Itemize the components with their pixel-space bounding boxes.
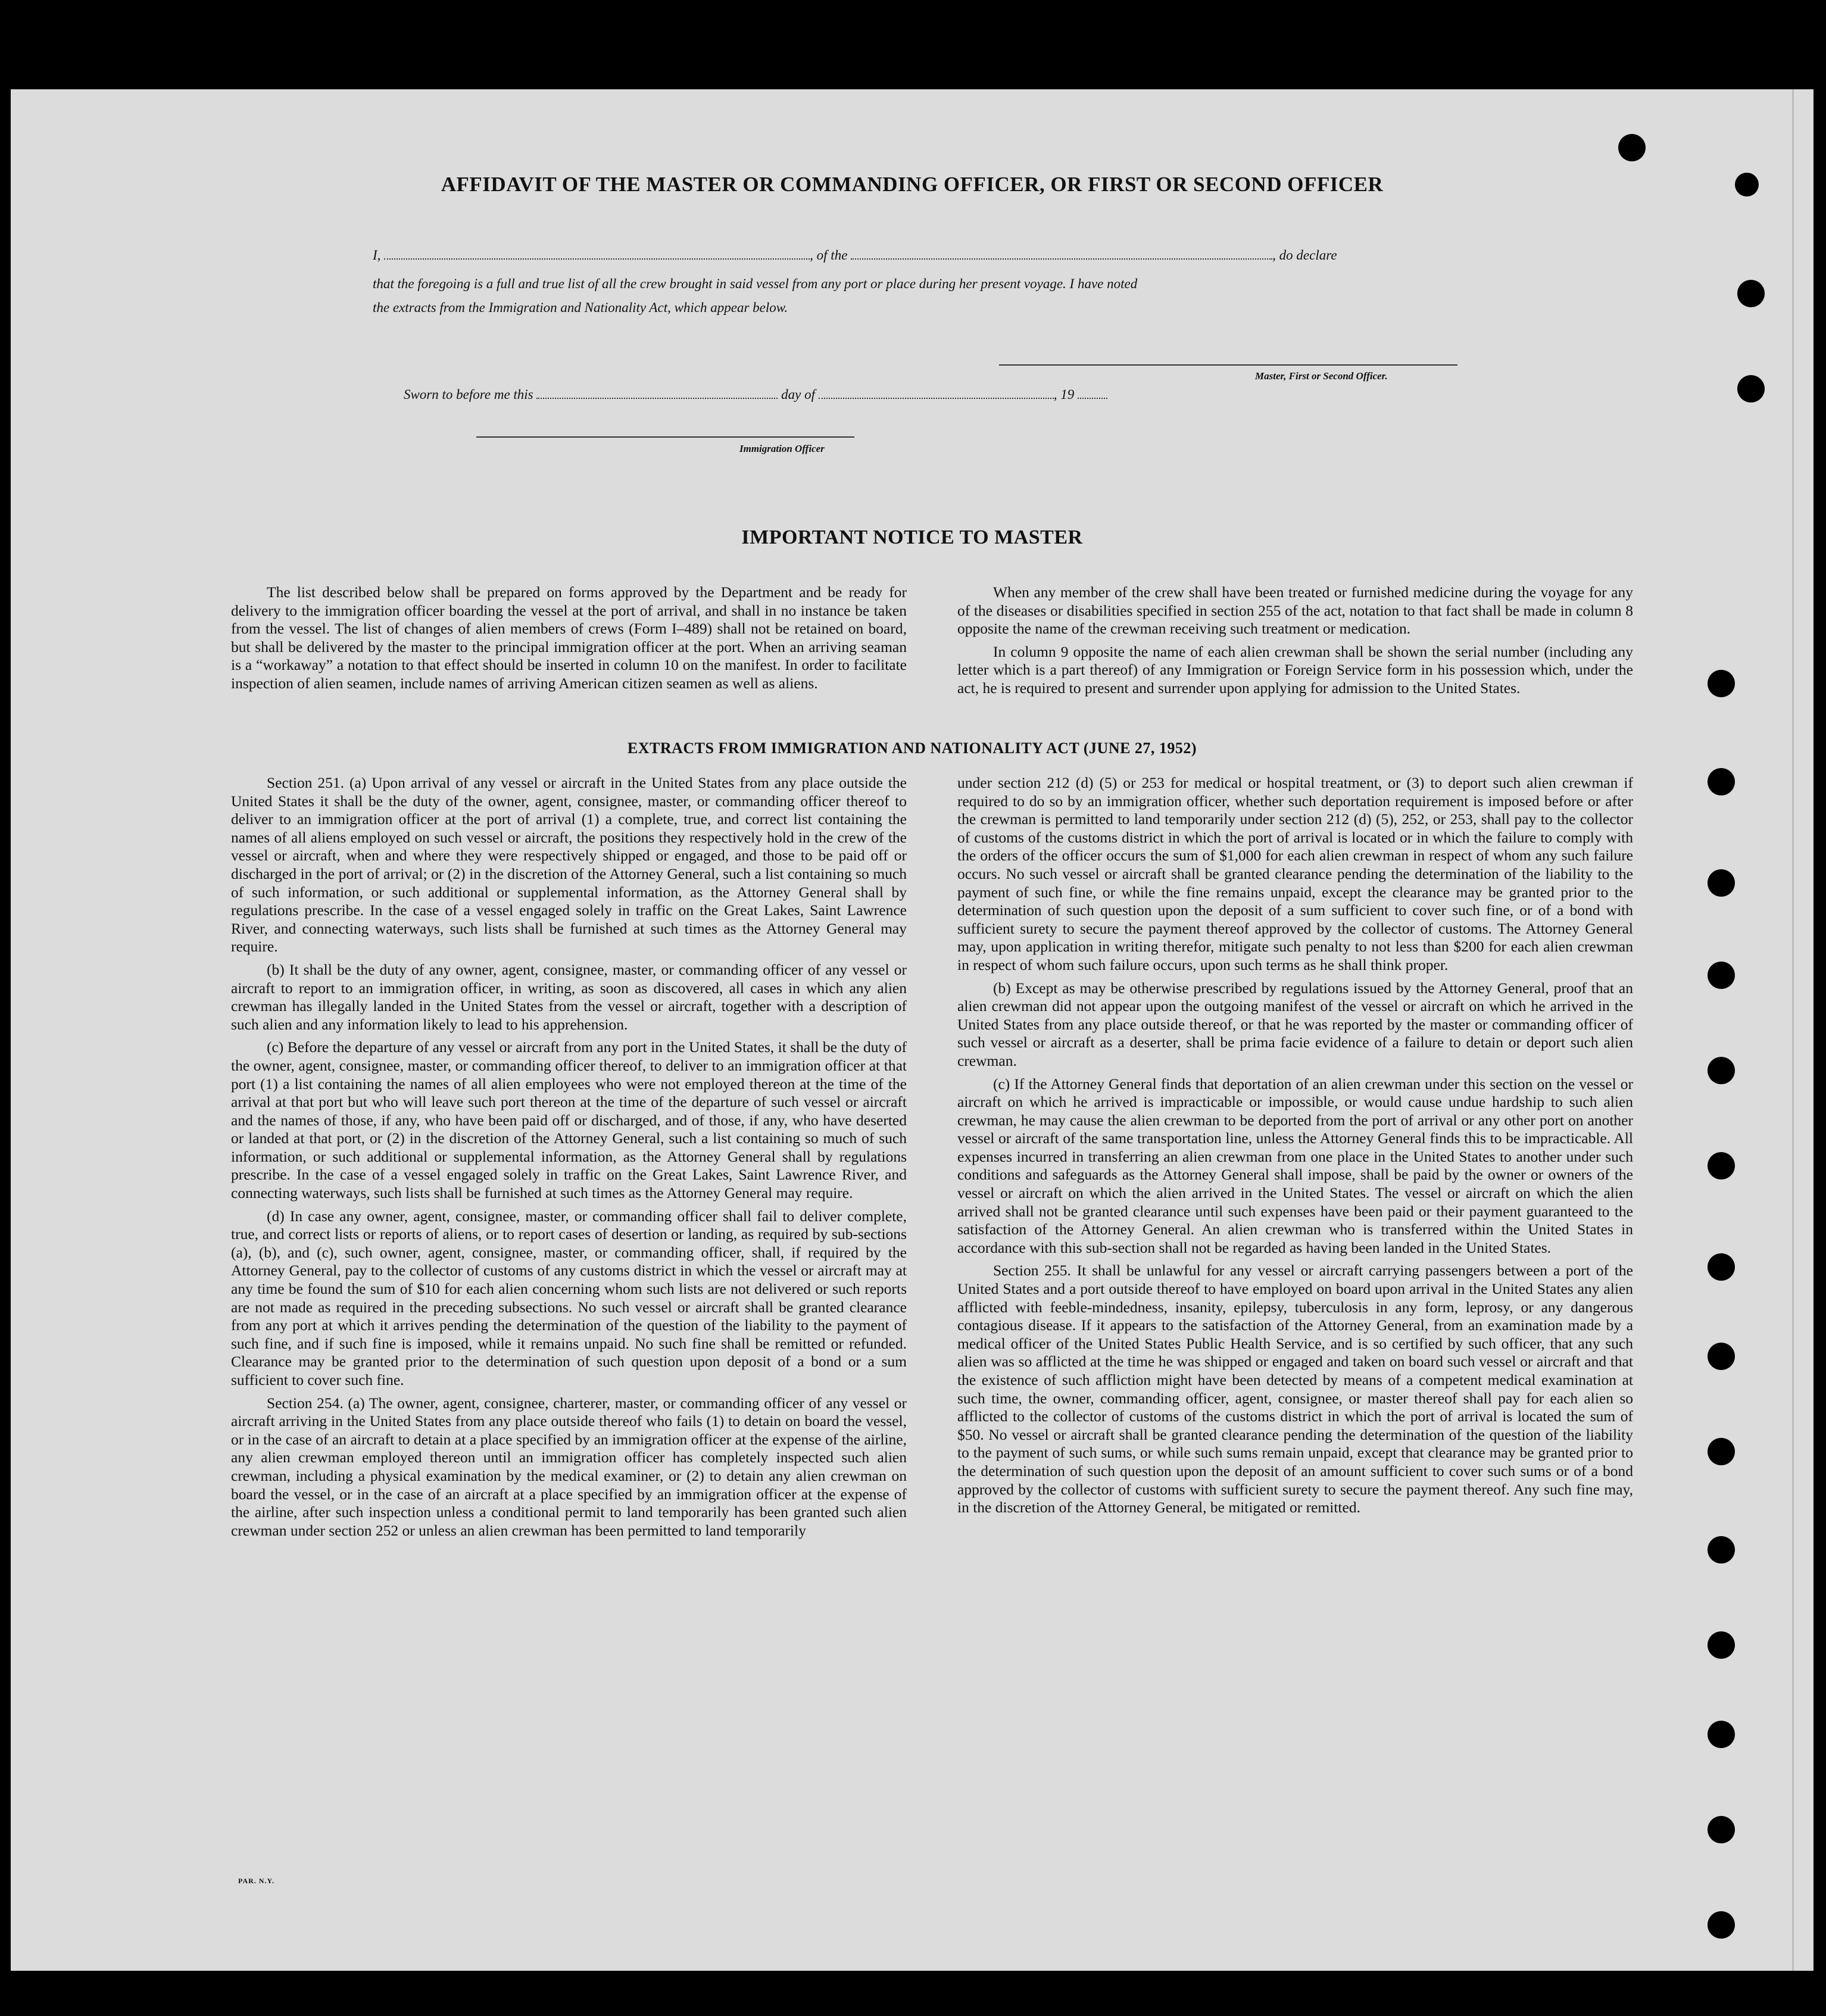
sworn-prefix: Sworn to before me this xyxy=(404,387,533,402)
punch-hole xyxy=(1708,869,1735,897)
notice-title: IMPORTANT NOTICE TO MASTER xyxy=(741,526,1083,548)
extracts-right-column xyxy=(957,774,1633,1522)
punch-hole xyxy=(1708,1343,1735,1370)
punch-hole xyxy=(1708,1631,1735,1659)
notice-right-column xyxy=(957,583,1633,703)
section-254-c: (c) If the Attorney General finds that deportation of an alien crewman under this section on the vessel or aircraft on which he arrived is impracticable or impossible, or would cause undue hardship to such alien crewman, he may cause the alien crewman to be deported from the port of arrival or any other port on another vessel or aircraft of the same transportation line, unless the Attorney General finds this to be impracticable. All expenses incurred in transferring an alien crewman from one place in the United States to another under such conditions and safeguards as the Attorney General shall impose, shall be paid by the owner or owners of the vessel or aircraft on which the alien arrived in the United States. The vessel or aircraft on which the alien arrived shall not be granted clearance until such expenses have been paid or their payment guaranteed to the satisfaction of the Attorney General. An alien crewman who is transferred within the United States in accordance with this sub-section shall not be regarded as having been landed in the United States. xyxy=(957,1075,1633,1256)
sworn-day-of: day of xyxy=(781,387,815,402)
punch-hole xyxy=(1708,1721,1735,1748)
punch-hole xyxy=(1708,962,1735,989)
punch-hole xyxy=(1735,173,1759,196)
punch-hole xyxy=(1708,1253,1735,1281)
punch-hole xyxy=(1737,280,1765,307)
sworn-year: , 19 xyxy=(1053,387,1075,402)
punch-hole xyxy=(1708,768,1735,795)
sworn-line xyxy=(404,387,1107,402)
officer-caption: Immigration Officer xyxy=(739,443,825,454)
punch-hole xyxy=(1708,1816,1735,1843)
section-254-a: Section 254. (a) The owner, agent, consignee, charterer, master, or commanding officer of any vessel or aircraft arriving in the United States from any place outside thereof who fails (1) to detain on board the vessel, or in the case of an aircraft to detain at a place specified by an immigration officer at the expense of the airline, any alien crewman employed thereon until an immigration officer has completely inspected such alien crewman, including a physical examination by the medical examiner, or (2) to detain any alien crewman on board the vessel, or in the case of an aircraft at a place specified by an immigration officer at the expense of the airline, after such inspection unless a conditional permit to land temporarily has been granted such alien crewman under section 252 or unless an alien crewman has been permitted to land temporarily xyxy=(231,1394,907,1539)
section-254-b: (b) Except as may be otherwise prescribed by regulations issued by the Attorney General, proof that an alien crewman did not appear upon the outgoing manifest of the vessel or aircraft on which he arrived in the United States from any place outside thereof, or that he was reported by the master or commanding officer of such vessel or aircraft as a deserter, shall be prima facie evidence of a failure to detain or deport such alien crewman. xyxy=(957,979,1633,1069)
section-251-b: (b) It shall be the duty of any owner, agent, consignee, master, or commanding officer of any vessel or aircraft to report to an immigration officer, in writing, as soon as discovered, all cases in which any alien crewman has illegally landed in the United States from the vessel or aircraft, together with a description of such alien and any information likely to lead to his apprehension. xyxy=(231,960,907,1033)
section-251-a: Section 251. (a) Upon arrival of any vessel or aircraft in the United States from any place outside the United States it shall be the duty of the owner, agent, consignee, master, or commanding officer thereof to deliver to an immigration officer at the port of arrival (1) a complete, true, and correct list containing the names of all aliens employed on such vessel or aircraft, the positions they respectively hold in the crew of the vessel or aircraft, when and where they were respectively shipped or engaged, and those to be paid off or discharged in the port of arrival; or (2) in the discretion of the Attorney General, such a list containing so much of such information, or such additional or supplemental information, as the Attorney General shall by regulations prescribe. In the case of a vessel engaged solely in traffic on the Great Lakes, Saint Lawrence River, and connecting waterways, such lists shall be furnished at such times as the Attorney General may require. xyxy=(231,774,907,956)
sworn-year-blank[interactable] xyxy=(1078,387,1107,399)
notice-right-paragraph-1: When any member of the crew shall have been treated or furnished medicine during the voyage for any of the diseases or disabilities specified in section 255 of the act, notation to that fact shall be made in column 8 opposite the name of the crewman receiving such treatment or medication. xyxy=(957,583,1633,638)
punch-hole xyxy=(1708,1438,1735,1465)
label-i: I, xyxy=(373,248,381,263)
punch-hole xyxy=(1708,1911,1735,1939)
declaration-text-2: the extracts from the Immigration and Nationality Act, which appear below. xyxy=(373,300,788,315)
declaration-blank-line xyxy=(373,248,1337,263)
master-signature-line[interactable] xyxy=(999,364,1457,366)
document-page xyxy=(11,89,1813,1971)
printer-mark: PAR. N.Y. xyxy=(238,1877,275,1885)
punch-hole xyxy=(1708,670,1735,697)
sworn-month-blank[interactable] xyxy=(819,387,1054,399)
officer-signature-line[interactable] xyxy=(476,436,854,438)
section-251-c: (c) Before the departure of any vessel or aircraft from any port in the United States, it shall be the duty of the owner, agent, consignee, master, or commanding officer thereof, to deliver to an immigration officer at that port (1) a list containing the names of all alien employees who were not employed thereon at the time of the arrival at that port but who will leave such port thereon at the time of the departure of such vessel or aircraft and the names of those, if any, who have been paid off or discharged, and of those, if any, who have deserted or landed at that port, or (2) in the discretion of the Attorney General, such a list containing so much of such information, or such additional or supplemental information, as the Attorney General shall by regulations prescribe. In the case of a vessel engaged solely in traffic on the Great Lakes, Saint Lawrence River, and connecting waterways, such lists shall be furnished at such times as the Attorney General may require. xyxy=(231,1038,907,1202)
notice-right-paragraph-2: In column 9 opposite the name of each alien crewman shall be shown the serial number (including any letter which is a part thereof) of any Immigration or Foreign Service form in his possession which, under the act, he is required to present and surrender upon applying for admission to the United States. xyxy=(957,642,1633,697)
section-255: Section 255. It shall be unlawful for any vessel or aircraft carrying passengers between a port of the United States and a port outside thereof to have employed on board upon arrival in the United States any alien afflicted with feeble-mindedness, insanity, epilepsy, tuberculosis in any form, leprosy, or any dangerous contagious disease. If it appears to the satisfaction of the Attorney General, from an examination made by a medical officer of the United States Public Health Service, and is so certified by such officer, that any such alien was so afflicted at the time he was shipped or engaged and taken on board such vessel or aircraft and that the existence of such affliction might have been detected by means of a competent medical examination at such time, the owner, commanding officer, agent, consignee, or master thereof shall pay for each alien so afflicted to the collector of customs of the customs district in which the port of arrival is located the sum of $50. No vessel or aircraft shall be granted clearance pending the determination of the question of the liability to the payment of such sums, or while such sums remain unpaid, except that clearance may be granted prior to the determination of such question upon the deposit of an amount sufficient to cover such sums or of a bond approved by the collector of customs with sufficient surety to secure the payment thereof. Any such fine may, in the discretion of the Attorney General, be mitigated or remitted. xyxy=(957,1262,1633,1516)
sworn-day-blank[interactable] xyxy=(536,387,778,399)
label-do-declare: , do declare xyxy=(1272,248,1337,263)
punch-hole xyxy=(1708,1057,1735,1084)
label-of-the: , of the xyxy=(810,248,848,263)
punch-hole xyxy=(1708,1152,1735,1179)
master-caption: Master, First or Second Officer. xyxy=(1255,370,1388,382)
punch-hole xyxy=(1618,134,1646,161)
extracts-left-column xyxy=(231,774,907,1544)
vessel-blank[interactable] xyxy=(851,248,1272,260)
section-251-d: (d) In case any owner, agent, consignee, master, or commanding officer shall fail to deliver complete, true, and correct lists or reports of aliens, or to report cases of desertion or landing, as required by sub-sections (a), (b), and (c), such owner, agent, consignee, master, or commanding officer, shall, if required by the Attorney General, pay to the collector of customs of any customs district in which the vessel or aircraft may at any time be found the sum of $10 for each alien concerning whom such lists are not delivered or such reports are not made as required in the preceding subsections. No such vessel or aircraft shall be granted clearance from any port at which it arrives pending the determination of the question of the liability to the payment of such fine, and if such fine is imposed, while it remains unpaid. No such fine shall be remitted or refunded. Clearance may be granted prior to the determination of such question upon deposit of a bond or a sum sufficient to cover such fine. xyxy=(231,1207,907,1388)
punch-hole xyxy=(1708,1536,1735,1564)
punch-hole xyxy=(1737,375,1765,402)
notice-left-paragraph: The list described below shall be prepared on forms approved by the Department and be ready for delivery to the immigration officer boarding the vessel at the port of arrival, and shall in no instance be taken from the vessel. The list of changes of alien members of crews (Form I–489) shall not be retained on board, but shall be delivered by the master to the principal immigration officer at the port. When an arriving seaman is a “workaway” a notation to that effect should be inserted in column 10 on the manifest. In order to facilitate inspection of alien seamen, include names of arriving American citizen seamen as well as aliens. xyxy=(231,583,907,692)
notice-left-column xyxy=(231,583,907,698)
extracts-title: EXTRACTS FROM IMMIGRATION AND NATIONALITY ACT (JUNE 27, 1952) xyxy=(627,739,1197,757)
affidavit-title: AFFIDAVIT OF THE MASTER OR COMMANDING OFFICER, OR FIRST OR SECOND OFFICER xyxy=(441,173,1384,196)
section-254-a-continued: under section 212 (d) (5) or 253 for medical or hospital treatment, or (3) to deport such alien crewman if required to do so by an immigration officer, whether such deportation requirement is imposed before or after the crewman is permitted to land temporarily under section 212 (d) (5), 252, or 253, shall pay to the collector of customs of the customs district in which the port of arrival is located or in which the failure to comply with the orders of the officer occurs the sum of $1,000 for each alien crewman in respect of whom any such failure occurs. No such vessel or aircraft shall be granted clearance pending the determination of the liability to the payment of such fine, or while the fine remains unpaid, except the clearance may be granted prior to the determination of such question upon the deposit of a sum sufficient to cover such fine, or of a bond with sufficient surety to secure the payment thereof approved by the collector of customs. The Attorney General may, upon application in writing therefor, mitigate such penalty to not less than $200 for each alien crewman in respect of whom such failure occurs, upon such terms as he shall think proper. xyxy=(957,774,1633,973)
page-edge-fold xyxy=(1792,89,1794,1971)
declaration-text-1: that the foregoing is a full and true list of all the crew brought in said vessel from any port or place during her present voyage. I have noted xyxy=(373,276,1138,291)
name-blank[interactable] xyxy=(384,248,810,260)
